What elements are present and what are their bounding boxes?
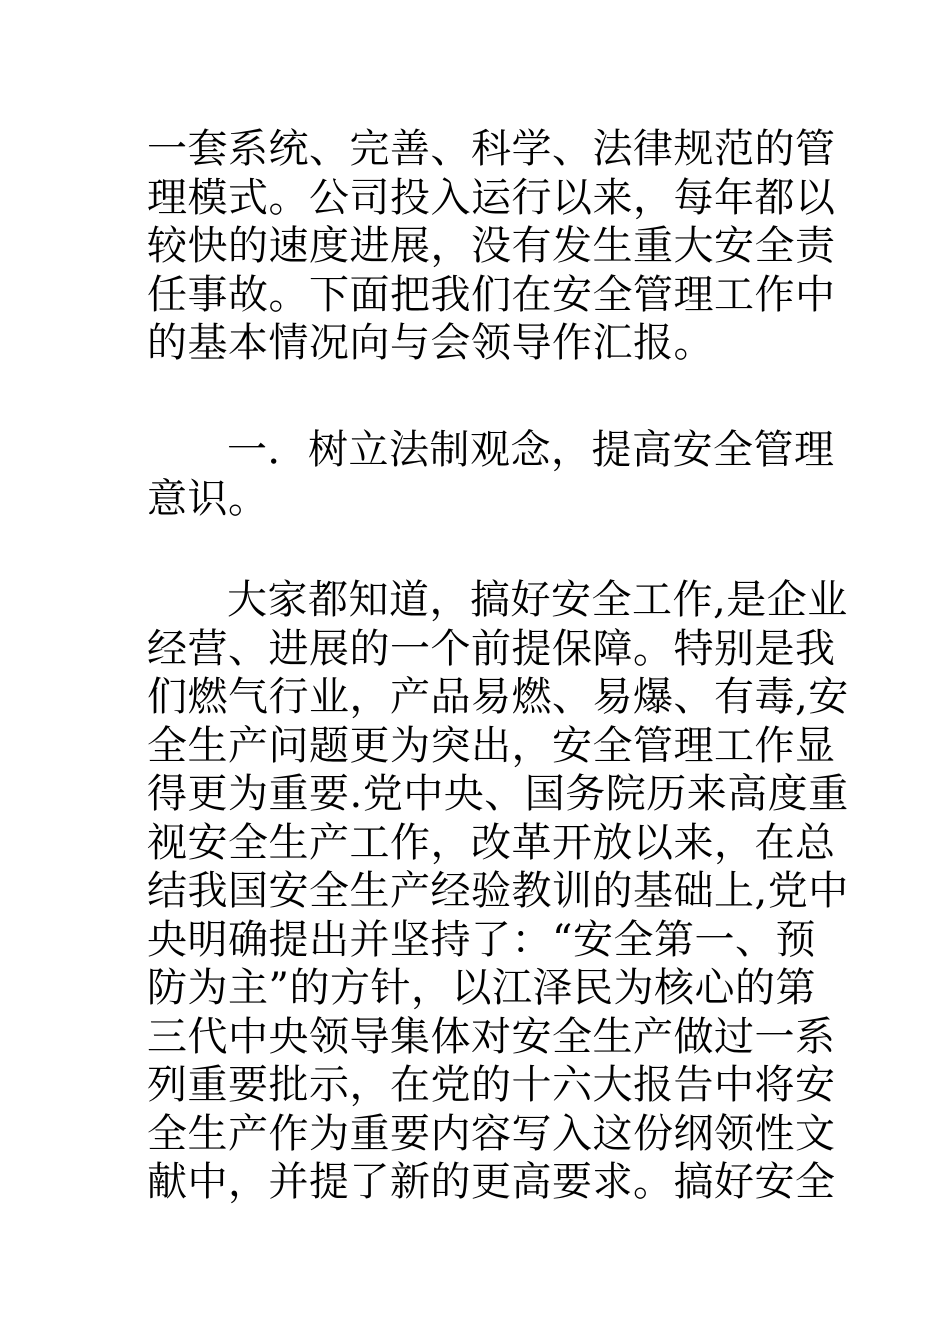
body-paragraph (147, 576, 849, 1207)
paragraph-line: 视安全生产工作，改革开放以来，在总 (147, 819, 836, 866)
body-paragraph (147, 125, 836, 368)
paragraph-line: 一套系统、完善、科学、法律规范的管 (147, 126, 836, 172)
paragraph-line: 大家都知道，搞好安全工作,是企业 (227, 577, 848, 623)
paragraph-line: 献中，并提了新的更高要求。搞好安全 (147, 1159, 836, 1205)
paragraph-line: 的基本情况向与会领导作汇报。 (147, 320, 714, 366)
section-heading (147, 426, 835, 523)
paragraph-line: 三代中央领导集体对安全生产做过一系 (147, 1013, 836, 1060)
paragraph-line: 较快的速度进展，没有发生重大安全责 (147, 223, 836, 269)
paragraph-line: 全生产问题更为突出，安全管理工作显 (147, 722, 836, 769)
paragraph-line: 任事故。下面把我们在安全管理工作中 (147, 271, 836, 318)
paragraph-line: 央明确提出并坚持了：“安全第一、预 (147, 916, 816, 963)
paragraph-line: 得更为重要.党中央、国务院历来高度重 (147, 771, 849, 817)
paragraph-line: 们燃气行业，产品易燃、易爆、有毒,安 (147, 674, 849, 720)
paragraph-line: 列重要批示，在党的十六大报告中将安 (147, 1062, 836, 1108)
paragraph-line: 结我国安全生产经验教训的基础上,党中 (147, 868, 849, 914)
heading-line: 一．树立法制观念，提高安全管理 (227, 427, 835, 473)
paragraph-line: 全生产作为重要内容写入这份纲领性文 (147, 1110, 836, 1157)
paragraph-line: 理模式。公司投入运行以来，每年都以 (147, 174, 836, 221)
heading-line: 意识。 (147, 475, 269, 522)
paragraph-line: 防为主”的方针，以江泽民为核心的第 (147, 965, 816, 1011)
paragraph-line: 经营、进展的一个前提保障。特别是我 (147, 625, 836, 672)
